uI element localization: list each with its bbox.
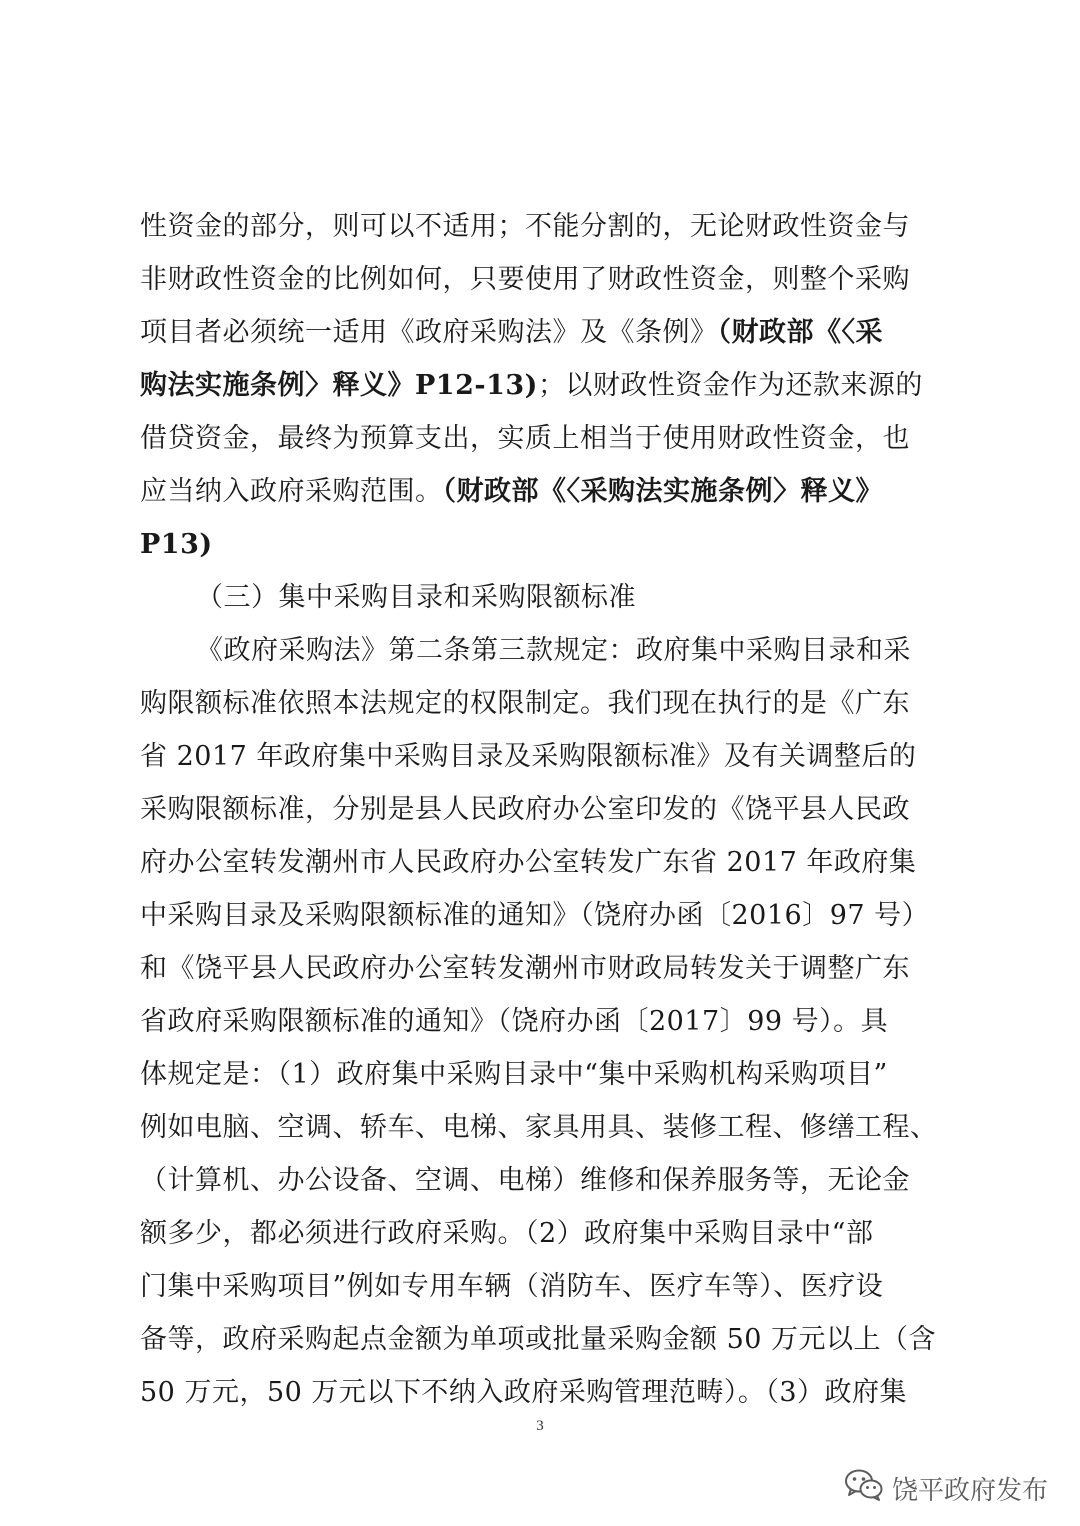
text-line [140,316,940,350]
text-line [140,1376,940,1410]
text-line [140,528,940,562]
paragraph-text: 和《饶平县人民政府办公室转发潮州市财政局转发关于调整广东 [140,953,910,984]
page-number: 3 [536,1418,544,1434]
paragraph-text: 额多少，都必须进行政府采购。（2）政府集中采购目录中“部 [140,1218,874,1249]
text-line [140,793,940,827]
text-line [140,369,940,403]
text-line [140,634,996,668]
text-line [140,952,940,986]
paragraph-text: 省政府采购限额标准的通知》（饶府办函〔2017〕99 号）。具 [140,1006,889,1037]
text-line [140,210,940,244]
paragraph-text: 《政府采购法》第二条第三款规定：政府集中采购目录和采 [196,635,911,666]
bold-citation-text: 购法实施条例〉释义》P12-13) [140,370,538,401]
text-line [140,1164,940,1198]
paragraph-text: （三）集中采购目录和采购限额标准 [196,582,636,613]
text-line [140,740,940,774]
text-line [140,475,940,509]
paragraph-text: 采购限额标准，分别是县人民政府办公室印发的《饶平县人民政 [140,794,910,825]
text-line [140,1217,940,1251]
bold-citation-text: （财政部《〈采购法实施条例〉释义》 [442,476,883,507]
paragraph-text: （计算机、办公设备、空调、电梯）维修和保养服务等，无论金 [140,1165,910,1196]
paragraph-text: 中采购目录及采购限额标准的通知》（饶府办函〔2016〕97 号） [140,900,930,931]
text-line [140,1270,940,1304]
paragraph-text: 非财政性资金的比例如何，只要使用了财政性资金，则整个采购 [140,264,910,295]
paragraph-text: 购限额标准依照本法规定的权限制定。我们现在执行的是《广东 [140,688,910,719]
text-line [140,1323,940,1357]
paragraph-text: 应当纳入政府采购范围。 [140,476,443,507]
bold-citation-text: （财政部《〈采 [717,317,883,348]
paragraph-text: 门集中采购项目”例如专用车辆（消防车、医疗车等）、医疗设 [140,1271,884,1302]
wechat-account-watermark [844,1468,1048,1509]
paragraph-text: 例如电脑、空调、轿车、电梯、家具用具、装修工程、修缮工程、 [140,1112,938,1143]
paragraph-text: ；以财政性资金作为还款来源的 [537,370,923,401]
bold-citation-text: P13) [140,529,213,560]
text-line [140,687,940,721]
text-line [140,1111,940,1145]
text-line [140,581,996,615]
paragraph-text: 性资金的部分，则可以不适用；不能分割的，无论财政性资金与 [140,211,910,242]
paragraph-text: 项目者必须统一适用《政府采购法》及《条例》 [140,317,718,348]
paragraph-text: 体规定是：（1）政府集中采购目录中“集中采购机构采购项目” [140,1059,888,1090]
text-line [140,263,940,297]
paragraph-text: 50 万元，50 万元以下不纳入政府采购管理范畴）。（3）政府集 [140,1377,908,1408]
text-line [140,422,940,456]
text-line [140,846,940,880]
text-line [140,1005,940,1039]
paragraph-text: 省 2017 年政府集中采购目录及采购限额标准》及有关调整后的 [140,741,917,772]
watermark-text: 饶平政府发布 [891,1476,1048,1506]
paragraph-text: 借贷资金，最终为预算支出，实质上相当于使用财政性资金，也 [140,423,910,454]
wechat-icon [844,1468,884,1509]
text-line [140,899,940,933]
text-line [140,1058,940,1092]
paragraph-text: 府办公室转发潮州市人民政府办公室转发广东省 2017 年政府集 [140,847,917,878]
paragraph-text: 备等，政府采购起点金额为单项或批量采购金额 50 万元以上（含 [140,1324,937,1355]
